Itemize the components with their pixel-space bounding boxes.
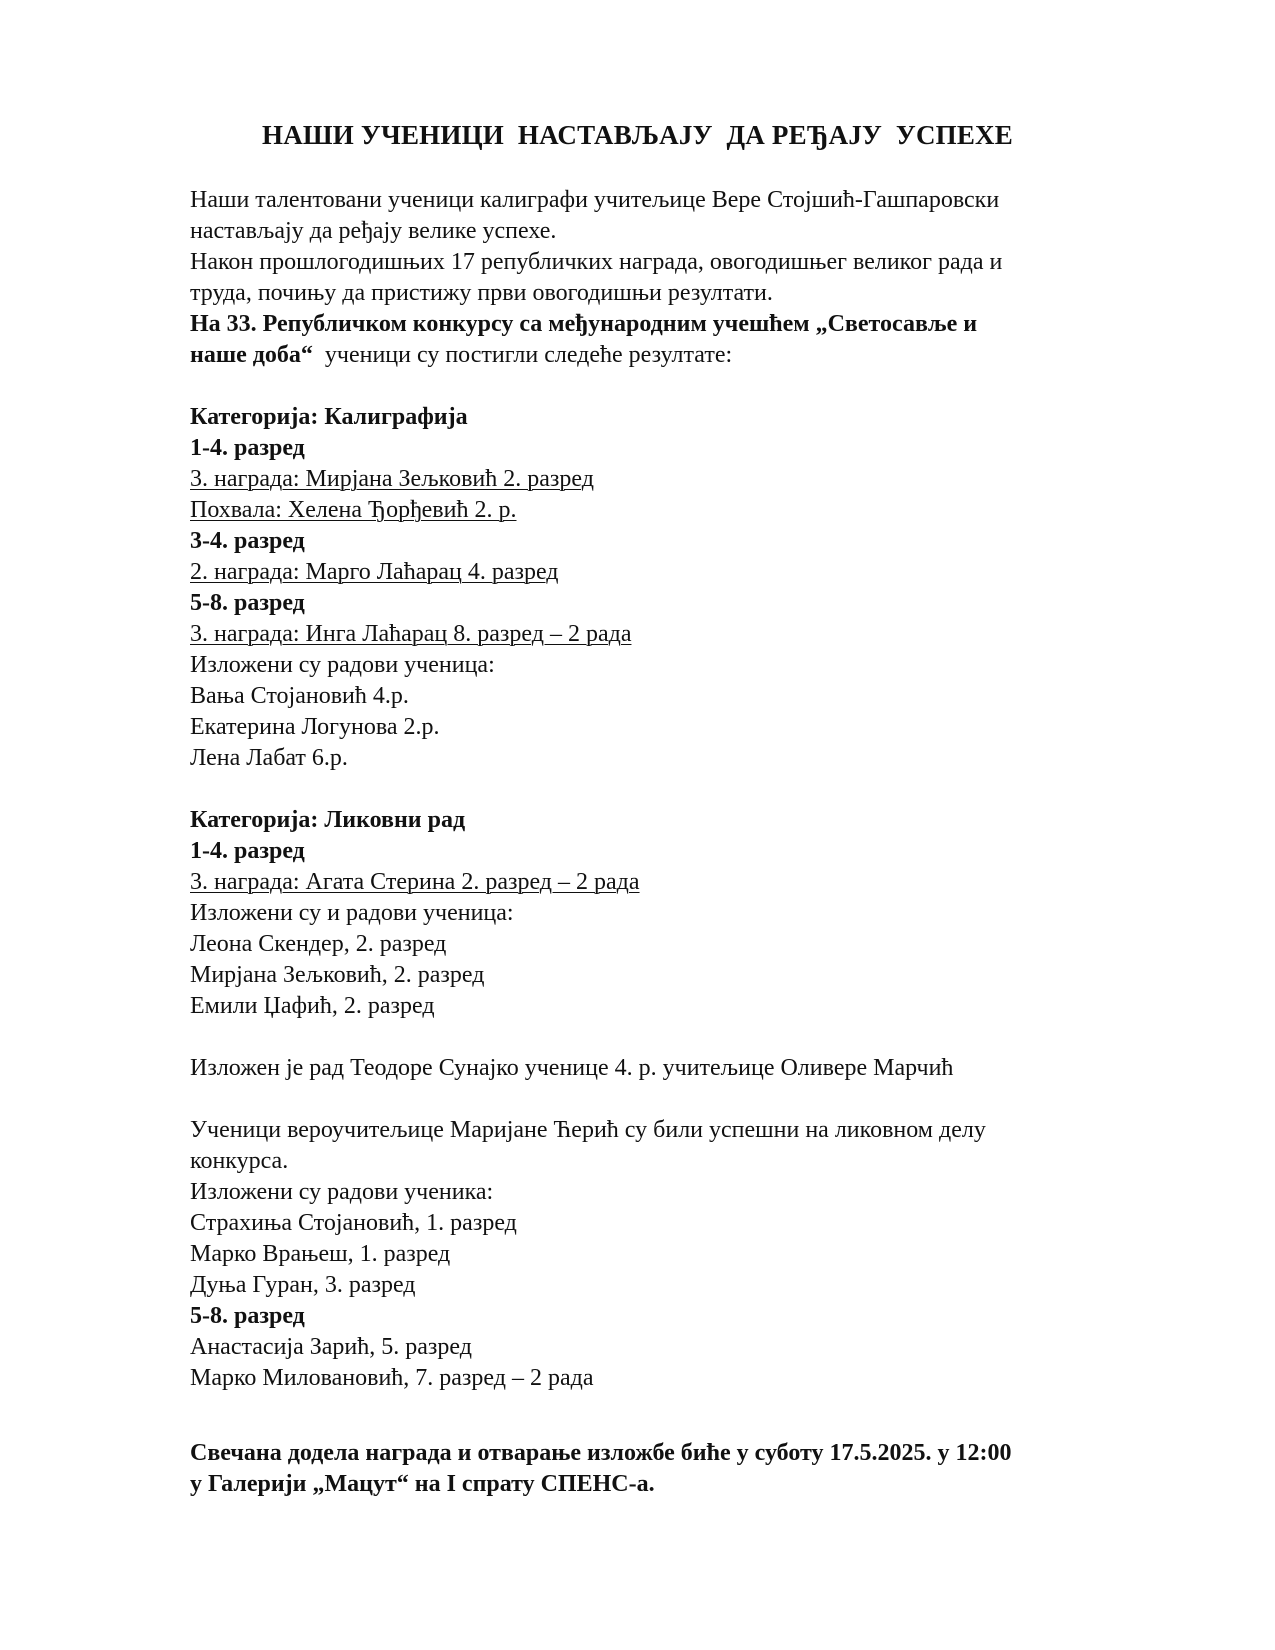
intro-line-3: Након прошлогодишњих 17 републичких награда, овогодишњег великог рада и	[190, 249, 1003, 275]
award-item: 3. награда: Инга Лаћарац 8. разред – 2 рада	[190, 621, 632, 647]
award-item: 3. награда: Мирјана Зељковић 2. разред	[190, 466, 594, 492]
contest-line-2	[190, 340, 1150, 371]
page-title: НАШИ УЧЕНИЦИ НАСТАВЉАЈУ ДА РЕЂАЈУ УСПЕХЕ	[262, 120, 1013, 150]
award-item: 2. награда: Марго Лаћарац 4. разред	[190, 559, 559, 585]
student-name: Дуња Гуран, 3. разред	[190, 1272, 416, 1298]
intro-line-1: Наши талентовани ученици калиграфи учитељице Вере Стојшић-Гашпаровски	[190, 187, 1000, 213]
student-name: Леона Скендер, 2. разред	[190, 931, 447, 957]
intro-line-2: настављају да ређају велике успехе.	[190, 218, 557, 244]
award-item: Похвала: Хелена Ђорђевић 2. р.	[190, 497, 517, 523]
student-name: Марко Миловановић, 7. разред – 2 рада	[190, 1365, 594, 1391]
student-name: Марко Врањеш, 1. разред	[190, 1241, 451, 1267]
religion-line-2: конкурса.	[190, 1148, 289, 1174]
student-name: Вања Стојановић 4.р.	[190, 683, 409, 709]
exhibited-label: Изложени су радови ученица:	[190, 652, 495, 678]
document-body	[190, 185, 1150, 1500]
category-calligraphy-heading: Категорија: Калиграфија	[190, 404, 468, 430]
ceremony-line-1: Свечана додела награда и отварање изложбе биће у суботу 17.5.2025. у 12:00	[190, 1440, 1012, 1466]
contest-line-rest: ученици су постигли следеће резултате:	[312, 342, 733, 368]
student-name: Мирјана Зељковић, 2. разред	[190, 962, 485, 988]
ceremony-line-2: у Галерији „Мацут“ на I спрату СПЕНС-а.	[190, 1471, 655, 1497]
category-art-heading: Категорија: Ликовни рад	[190, 807, 466, 833]
student-name: Страхиња Стојановић, 1. разред	[190, 1210, 517, 1236]
religion-line-1: Ученици вероучитељице Маријане Ћерић су били успешни на ликовном делу	[190, 1117, 986, 1143]
intro-line-4: труда, почињу да пристижу први овогодишњи резултати.	[190, 280, 773, 306]
student-name: Емили Џафић, 2. разред	[190, 993, 435, 1019]
exhibited-label: Изложени су радови ученика:	[190, 1179, 494, 1205]
exhibited-label: Изложени су и радови ученица:	[190, 900, 514, 926]
student-name: Анастасија Зарић, 5. разред	[190, 1334, 472, 1360]
grade-group-5-8: 5-8. разред	[190, 590, 305, 616]
contest-name-end: наше доба“	[190, 342, 313, 368]
student-name: Лена Лабат 6.р.	[190, 745, 348, 771]
grade-group-1-4: 1-4. разред	[190, 838, 305, 864]
grade-group-1-4: 1-4. разред	[190, 435, 305, 461]
contest-line-1: На 33. Републичком конкурсу са међународним учешћем „Светосавље и	[190, 311, 978, 337]
student-name: Екатерина Логунова 2.р.	[190, 714, 440, 740]
award-item: 3. награда: Агата Стерина 2. разред – 2 рада	[190, 869, 640, 895]
grade-group-3-4: 3-4. разред	[190, 528, 305, 554]
teodora-exhibited-line: Изложен је рад Теодоре Сунајко ученице 4. р. учитељице Оливере Марчић	[190, 1055, 954, 1081]
grade-group-5-8: 5-8. разред	[190, 1303, 305, 1329]
